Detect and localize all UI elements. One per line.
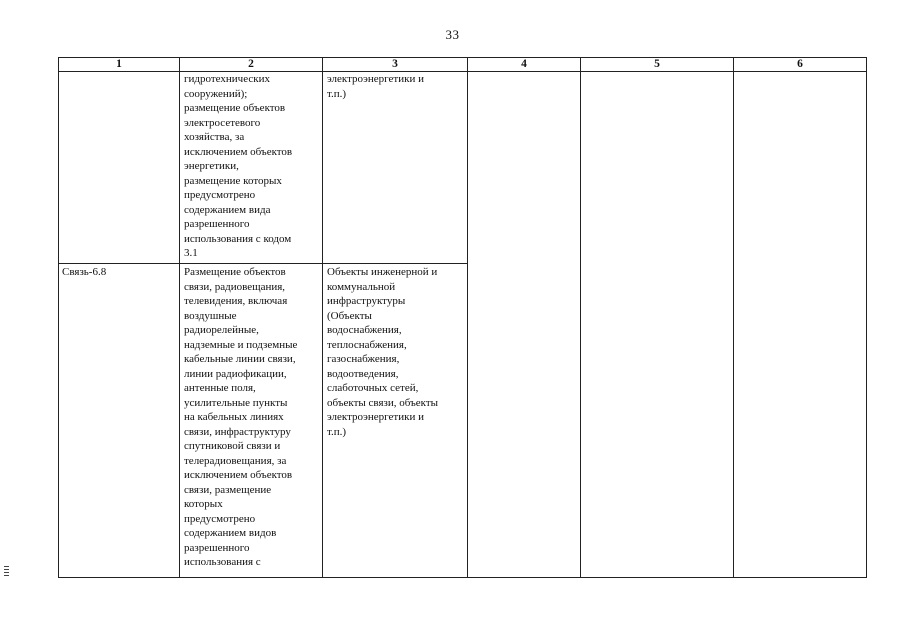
column-border — [58, 57, 59, 578]
row-divider — [58, 263, 467, 264]
column-border — [179, 57, 180, 578]
table-cell-row2-col3: Объекты инженерной и коммунальной инфраструктуры (Объекты водоснабжения, теплоснабжения, газоснабжения, водоотведения, слаботочных сетей, объекты связи, объекты электроэнергетики и т.п.) — [327, 266, 439, 438]
column-border — [866, 57, 867, 578]
table-cell-row1-col2: гидротехнических сооружений); размещение объектов электросетевого хозяйства, за исключением объектов энергетики, размещение которых предусмотрено содержанием вида разрешенного использования с кодом 3.1 — [184, 73, 293, 259]
column-border — [322, 57, 323, 578]
page-number: 33 — [445, 27, 460, 42]
column-header-1: 1 — [116, 58, 122, 70]
column-header-3: 3 — [392, 58, 398, 70]
document-table — [58, 57, 867, 577]
column-header-5: 5 — [654, 58, 660, 70]
column-header-4: 4 — [521, 58, 527, 70]
column-border — [733, 57, 734, 578]
column-border — [580, 57, 581, 578]
column-header-2: 2 — [248, 58, 254, 70]
table-cell-row2-col2: Размещение объектов связи, радиовещания, телевидения, включая воздушные радиорелейные, надземные и подземные кабельные линии связи, линии радиофикации, антенные поля, усилительные пункты на кабельных линиях связи, инфраструктуру спутниковой связи и телерадиовещания, за исключением объектов связи, размещение которых предусмотрено содержанием видов разрешенного использования с — [184, 266, 298, 568]
table-cell-row2-col1: Связь-6.8 — [62, 266, 107, 278]
column-header-6: 6 — [797, 58, 803, 70]
column-border — [467, 57, 468, 578]
scan-margin-mark — [4, 566, 9, 578]
table-cell-row1-col3: электроэнергетики и т.п.) — [327, 73, 424, 100]
